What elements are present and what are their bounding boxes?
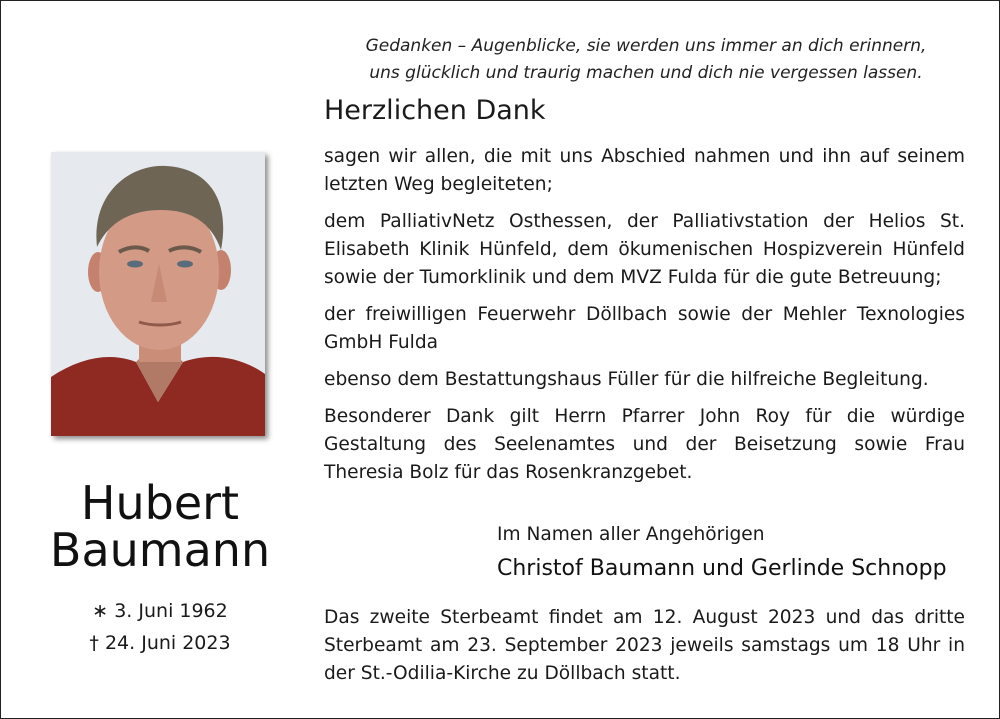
deceased-last-name: Baumann: [49, 523, 271, 577]
life-dates: [40, 595, 280, 659]
closing-notice: [324, 604, 965, 697]
thanks-paragraph-4: ebenso dem Bestattungshaus Füller für die hilfreiche Begleitung.: [324, 369, 929, 390]
deceased-name: [40, 476, 280, 577]
thanks-paragraph-3: der freiwilligen Feuerwehr Döllbach sowie der Mehler Texnologies GmbH Fulda: [324, 304, 965, 353]
quote-line-2: uns glücklich und traurig machen und dich nie vergessen lassen.: [369, 63, 923, 83]
thanks-paragraph-2: dem PalliativNetz Osthessen, der Palliativstation der Helios St. Elisabeth Klinik Hünfeld, dem ökumenischen Hospizverein Hünfeld sowie der Tumorklinik und dem MVZ Fulda für die gute Betreuung;: [324, 211, 965, 288]
death-date: † 24. Juni 2023: [89, 632, 231, 654]
portrait-illustration: [51, 152, 265, 436]
thanks-paragraph-1: sagen wir allen, die mit uns Abschied nahmen und ihn auf seinem letzten Weg begleiteten;: [324, 146, 965, 195]
portrait-photo: [51, 152, 265, 436]
thanks-body: [324, 143, 965, 496]
closing-paragraph: Das zweite Sterbeamt findet am 12. August 2023 und das dritte Sterbeamt am 23. September 2023 jeweils samstags um 18 Uhr in der St.-Odilia-Kirche zu Döllbach statt.: [324, 607, 965, 684]
thanks-paragraph-5: Besonderer Dank gilt Herrn Pfarrer John Roy für die würdige Gestaltung des Seelenamtes und der Beisetzung sowie Frau Theresia Bolz für das Rosenkranzgebet.: [324, 406, 965, 483]
birth-date: ∗ 3. Juni 1962: [92, 600, 228, 622]
memorial-quote: [330, 33, 962, 87]
quote-line-1: Gedanken – Augenblicke, sie werden uns immer an dich erinnern,: [365, 36, 927, 56]
deceased-first-name: Hubert: [80, 476, 240, 530]
signoff-intro: Im Namen aller Angehörigen: [497, 524, 765, 545]
signoff-names: Christof Baumann und Gerlinde Schnopp: [497, 556, 947, 581]
thanks-heading: Herzlichen Dank: [324, 95, 546, 126]
